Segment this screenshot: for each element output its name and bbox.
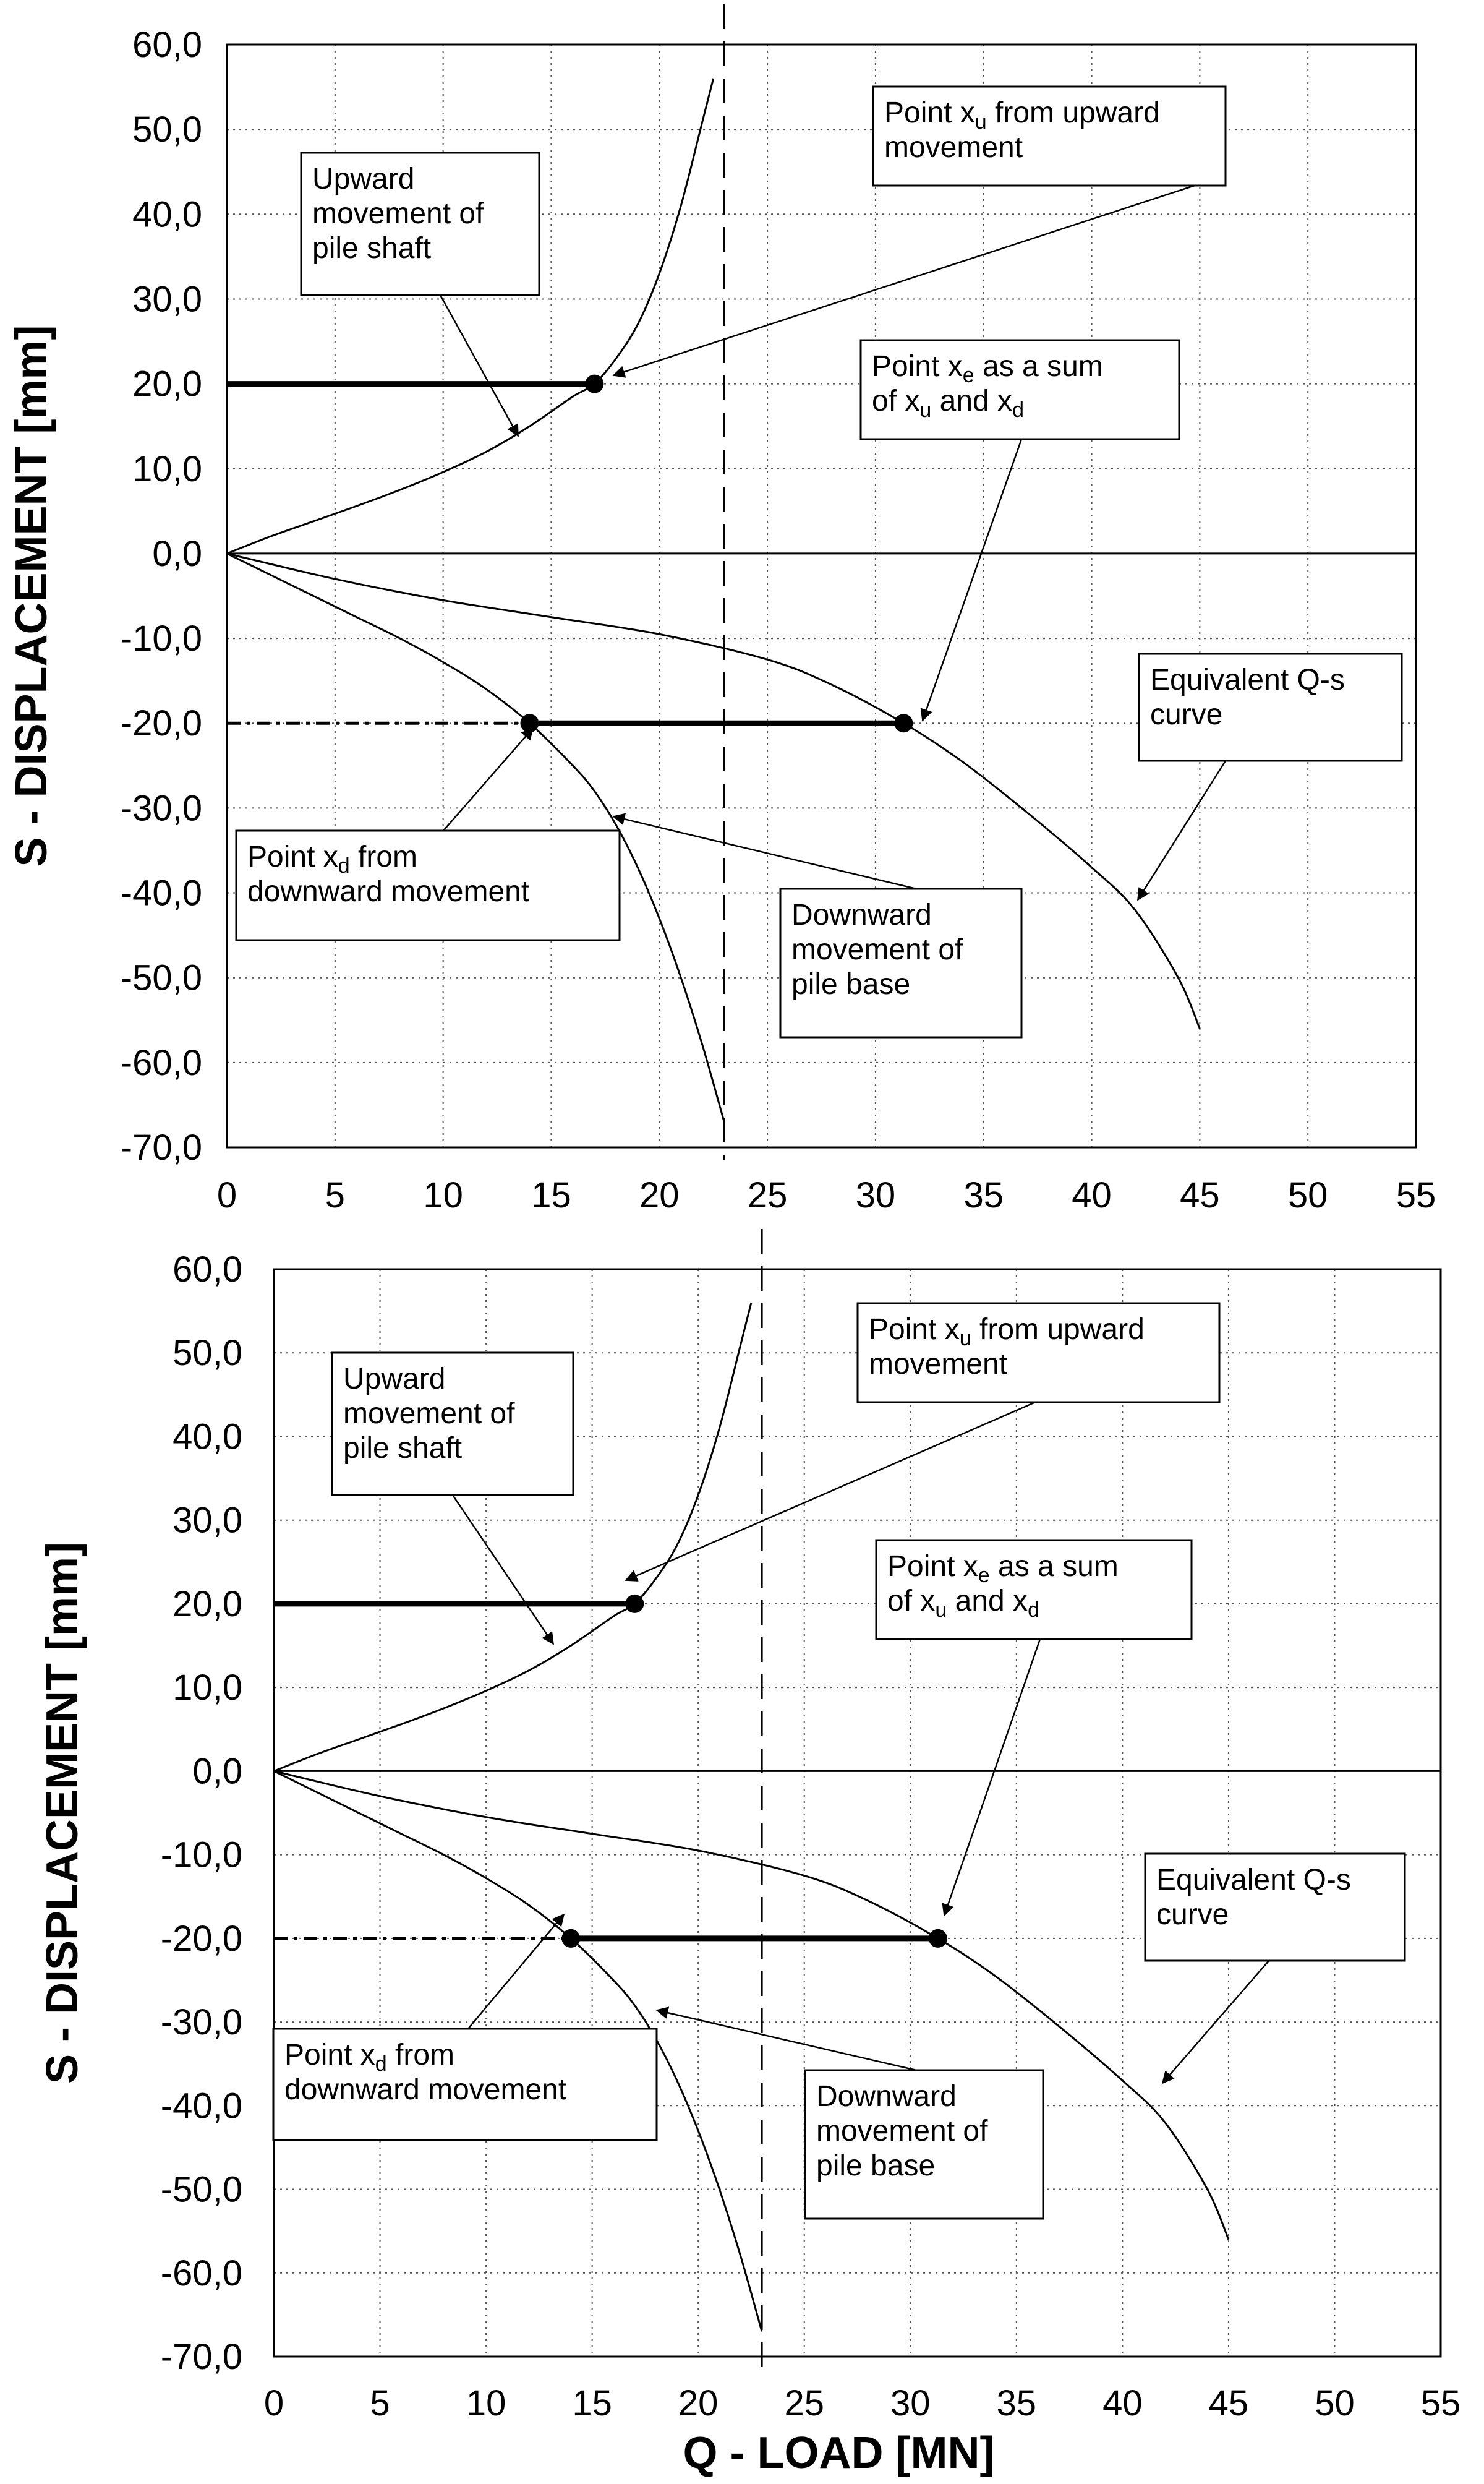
annotation-text-line (312, 163, 414, 195)
y-tick-label: -60,0 (120, 1042, 202, 1083)
y-tick-label: 10,0 (132, 448, 202, 489)
y-tick-label: -60,0 (160, 2253, 242, 2293)
y-tick-label: 60,0 (173, 1249, 242, 1290)
annotation-xe-point (861, 340, 1179, 721)
x-tick-label: 5 (370, 2383, 390, 2423)
annotation-text: curve (1150, 698, 1223, 731)
x-tick-label: 5 (325, 1175, 345, 1215)
annotation-text-line (791, 933, 963, 966)
y-tick-label: -70,0 (160, 2337, 242, 2377)
annotation-text: from (386, 2039, 455, 2071)
annotation-arrow (453, 1495, 553, 1644)
subscript-text: e (962, 364, 974, 387)
annotation-text: Equivalent Q-s (1150, 664, 1345, 696)
annotation-text: Point x (247, 841, 338, 873)
annotation-text: pile shaft (343, 1432, 463, 1465)
annotation-arrow (923, 439, 1021, 721)
annotation-text-line (247, 841, 417, 878)
annotation-text: as a sum (974, 350, 1103, 383)
annotation-text: curve (1156, 1898, 1229, 1931)
annotation-text-line (887, 1550, 1119, 1587)
x-tick-label: 45 (1180, 1175, 1220, 1215)
x-tick-label: 10 (466, 2383, 506, 2423)
annotation-text-line (343, 1363, 445, 1395)
annotation-text: downward movement (247, 875, 530, 908)
annotation-xu-point (613, 87, 1226, 375)
point-x-d-marker (520, 714, 539, 732)
annotation-text-line (887, 1585, 1039, 1622)
x-tick-label: 25 (747, 1175, 788, 1215)
annotation-text: Downward (791, 899, 932, 932)
subscript-text: d (375, 2052, 387, 2076)
annotation-text: of x (887, 1585, 936, 1617)
y-axis-title: S - DISPLACEMENT [mm] (38, 1541, 87, 2084)
annotation-text-line (816, 2080, 957, 2113)
annotation-text: downward movement (284, 2073, 567, 2106)
annotation-down-base (613, 816, 1021, 1037)
annotation-text: movement of (343, 1397, 515, 1430)
point-x-u-marker (625, 1595, 644, 1613)
y-tick-label: 30,0 (173, 1500, 242, 1541)
series-upward-curve (227, 79, 714, 554)
annotation-text: movement of (312, 197, 484, 230)
subscript-text: u (974, 110, 987, 134)
point-x-u-marker (585, 375, 603, 393)
annotation-arrow (468, 1914, 564, 2029)
annotation-text-line (884, 96, 1160, 134)
annotation-equivalent (1138, 654, 1402, 900)
x-tick-label: 45 (1208, 2383, 1249, 2423)
subscript-text: d (1028, 1598, 1039, 1622)
annotation-arrow (657, 2010, 916, 2070)
annotation-text: Upward (343, 1363, 446, 1395)
annotation-text: and x (947, 1585, 1028, 1617)
chart-panel-1 (7, 4, 1436, 1215)
y-tick-label: -40,0 (120, 873, 202, 914)
annotation-xd-point (273, 1914, 657, 2140)
y-tick-label: 40,0 (173, 1416, 242, 1457)
annotation-text: and x (931, 385, 1013, 418)
y-tick-label: 30,0 (132, 279, 202, 320)
y-tick-label: 40,0 (132, 194, 202, 235)
annotation-text: as a sum (989, 1550, 1119, 1583)
x-tick-label: 20 (639, 1175, 680, 1215)
annotation-text: movement of (816, 2115, 988, 2148)
annotation-text: movement (869, 1348, 1008, 1381)
subscript-text: u (919, 398, 932, 422)
x-tick-label: 35 (963, 1175, 1004, 1215)
annotation-text-line (872, 385, 1024, 422)
y-tick-label: 20,0 (173, 1583, 242, 1624)
annotation-text: pile base (791, 968, 911, 1001)
y-tick-label: 50,0 (173, 1333, 242, 1374)
x-tick-label: 30 (890, 2383, 931, 2423)
annotation-text-line (343, 1397, 515, 1430)
annotation-text-line (247, 875, 529, 908)
annotation-arrow (613, 816, 916, 889)
x-tick-label: 55 (1396, 1175, 1436, 1215)
chart-panel-2 (38, 1229, 1461, 2478)
x-tick-label: 50 (1287, 1175, 1328, 1215)
point-x-e-marker (929, 1929, 947, 1948)
x-tick-label: 40 (1072, 1175, 1112, 1215)
x-tick-label: 15 (531, 1175, 571, 1215)
y-tick-label: -20,0 (160, 1918, 242, 1959)
y-tick-label: 20,0 (132, 364, 202, 405)
annotation-up-shaft (332, 1353, 573, 1644)
subscript-text: d (338, 854, 350, 878)
y-axis-title: S - DISPLACEMENT [mm] (7, 325, 56, 867)
annotation-arrow (440, 295, 518, 436)
annotation-text-line (284, 2073, 566, 2106)
point-x-d-marker (561, 1929, 580, 1948)
annotation-text: Downward (816, 2080, 957, 2113)
y-tick-label: 0,0 (152, 533, 202, 574)
annotation-text: Point x (872, 350, 963, 383)
y-tick-label: -40,0 (160, 2086, 242, 2126)
x-tick-label: 15 (572, 2383, 612, 2423)
y-tick-label: 10,0 (173, 1668, 242, 1708)
annotation-text-line (869, 1313, 1145, 1350)
x-tick-label: 20 (678, 2383, 719, 2423)
annotation-text-line (791, 968, 910, 1001)
annotation-text-line (284, 2039, 454, 2076)
subscript-text: d (1012, 398, 1024, 422)
annotation-text-line (816, 2149, 935, 2182)
y-tick-label: -10,0 (160, 1835, 242, 1875)
annotation-text: of x (872, 385, 920, 418)
annotation-text: Point x (869, 1313, 960, 1346)
subscript-text: u (935, 1598, 947, 1622)
annotation-text-line (869, 1348, 1007, 1381)
y-tick-label: -50,0 (120, 957, 202, 998)
annotation-text-line (312, 197, 484, 230)
annotation-text-line (816, 2115, 988, 2148)
y-tick-label: -10,0 (120, 619, 202, 659)
x-tick-label: 40 (1102, 2383, 1143, 2423)
annotation-text-line (872, 350, 1103, 387)
annotation-up-shaft (301, 153, 539, 436)
point-x-e-marker (894, 714, 913, 732)
y-tick-label: -30,0 (120, 788, 202, 829)
annotation-text-line (1156, 1864, 1351, 1896)
annotation-text: Upward (312, 163, 415, 195)
y-tick-label: -70,0 (120, 1128, 202, 1168)
x-tick-label: 55 (1420, 2383, 1461, 2423)
annotation-text-line (1150, 664, 1345, 696)
annotation-text: from upward (986, 96, 1160, 129)
x-tick-label: 35 (996, 2383, 1037, 2423)
annotation-text: Equivalent Q-s (1156, 1864, 1351, 1896)
annotation-text-line (884, 131, 1023, 164)
annotation-text-line (312, 232, 431, 265)
y-tick-label: -30,0 (160, 2002, 242, 2043)
annotation-text-line (791, 899, 932, 932)
annotation-arrow (944, 1639, 1040, 1916)
y-tick-label: 60,0 (132, 25, 202, 65)
annotation-text: pile shaft (312, 232, 432, 265)
annotation-arrow (443, 728, 533, 831)
annotation-down-base (657, 2010, 1043, 2219)
x-tick-label: 50 (1315, 2383, 1355, 2423)
annotation-arrow (1138, 761, 1226, 900)
x-tick-label: 10 (423, 1175, 463, 1215)
annotation-text-line (1156, 1898, 1229, 1931)
subscript-text: e (978, 1564, 990, 1587)
annotation-text: movement of (791, 933, 963, 966)
annotation-text: Point x (887, 1550, 978, 1583)
annotation-xd-point (236, 728, 620, 940)
annotation-text: Point x (284, 2039, 375, 2071)
annotation-text: movement (884, 131, 1023, 164)
annotation-equivalent (1145, 1854, 1405, 2083)
subscript-text: u (959, 1327, 971, 1350)
x-tick-label: 25 (784, 2383, 824, 2423)
annotation-text-line (1150, 698, 1222, 731)
x-tick-label: 0 (216, 1175, 237, 1215)
annotation-text-line (343, 1432, 462, 1465)
annotation-text: Point x (884, 96, 975, 129)
y-tick-label: -50,0 (160, 2169, 242, 2210)
x-tick-label: 0 (263, 2383, 284, 2423)
y-tick-label: 0,0 (192, 1751, 242, 1792)
y-tick-label: 50,0 (132, 109, 202, 150)
annotation-text: from (349, 841, 418, 873)
x-tick-label: 30 (855, 1175, 896, 1215)
x-axis-title: Q - LOAD [MN] (683, 2428, 995, 2478)
annotation-text: from upward (971, 1313, 1145, 1346)
y-tick-label: -20,0 (120, 703, 202, 744)
annotation-text: pile base (816, 2149, 936, 2182)
